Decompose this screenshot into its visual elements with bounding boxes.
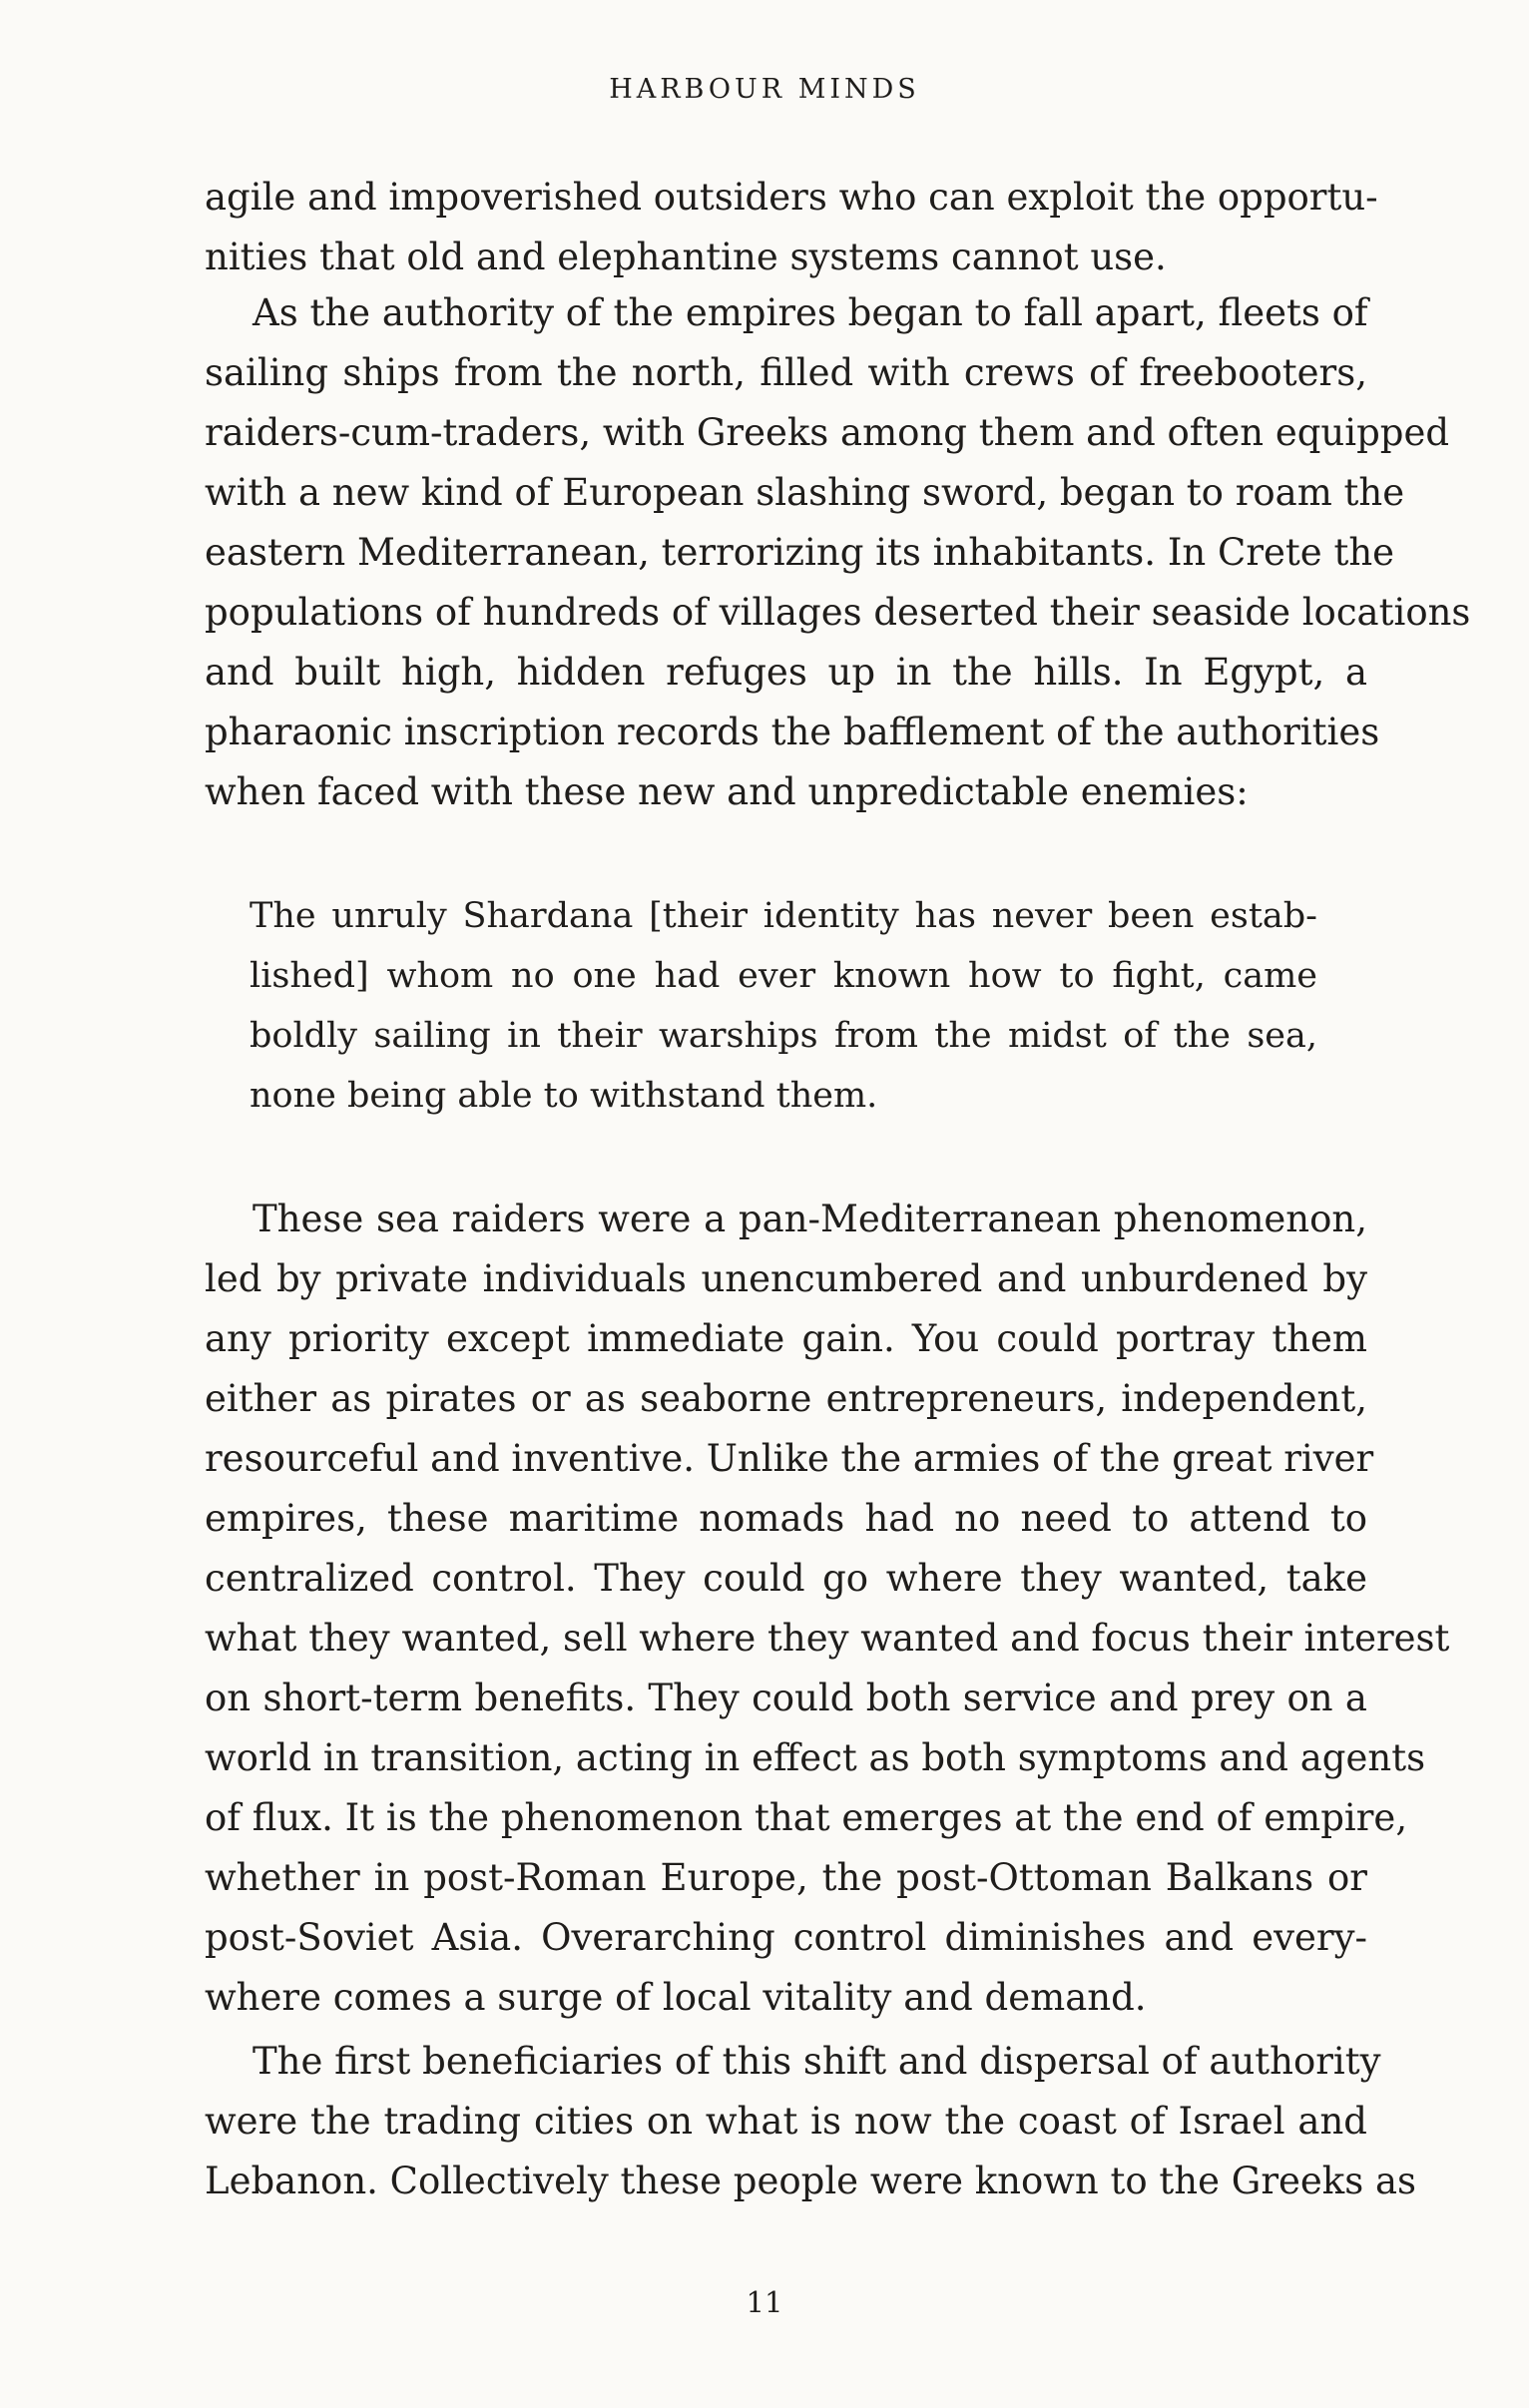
text-line: sailing ships from the north, filled with crews of freebooters, <box>205 351 1367 394</box>
text-line: on short-term benefits. They could both service and prey on a <box>205 1677 1367 1719</box>
text-line: nities that old and elephantine systems cannot use. <box>205 236 1167 278</box>
quote-line: boldly sailing in their warships from the midst of the sea, <box>250 1016 1317 1056</box>
text-line: eastern Mediterranean, terrorizing its inhabitants. In Crete the <box>205 531 1395 574</box>
quote-line: none being able to withstand them. <box>250 1076 878 1116</box>
text-line: any priority except immediate gain. You could portray them <box>205 1317 1367 1360</box>
text-line: where comes a surge of local vitality and demand. <box>205 1976 1147 2019</box>
text-line: when faced with these new and unpredictable enemies: <box>205 770 1249 813</box>
paragraph-2 <box>205 283 1471 822</box>
text-line: either as pirates or as seaborne entrepreneurs, independent, <box>205 1377 1367 1420</box>
text-line: raiders-cum-traders, with Greeks among them and often equipped <box>205 411 1450 454</box>
text-line: The first beneficiaries of this shift and dispersal of authority <box>253 2040 1381 2083</box>
quote-line: lished] whom no one had ever known how to fight, came <box>250 956 1317 996</box>
text-line: Lebanon. Collectively these people were known to the Greeks as <box>205 2160 1417 2202</box>
text-line: whether in post-Roman Europe, the post-Ottoman Balkans or <box>205 1856 1367 1899</box>
text-line: populations of hundreds of villages deserted their seaside locations <box>205 591 1471 634</box>
block-quote <box>250 886 1317 1126</box>
text-line: pharaonic inscription records the bafflement of the authorities <box>205 711 1380 753</box>
text-line: and built high, hidden refuges up in the hills. In Egypt, a <box>205 651 1367 694</box>
paragraph-4 <box>205 2032 1417 2211</box>
text-line: agile and impoverished outsiders who can exploit the opportu- <box>205 176 1378 219</box>
quote-line: The unruly Shardana [their identity has never been estab- <box>250 896 1317 936</box>
text-line: centralized control. They could go where they wanted, take <box>205 1557 1367 1600</box>
text-line: led by private individuals unencumbered and unburdened by <box>205 1257 1367 1300</box>
text-line: of flux. It is the phenomenon that emerges at the end of empire, <box>205 1796 1408 1839</box>
text-line: As the authority of the empires began to fall apart, fleets of <box>253 291 1368 334</box>
text-line: with a new kind of European slashing sword, began to roam the <box>205 471 1405 514</box>
text-line: what they wanted, sell where they wanted and focus their interest <box>205 1617 1450 1660</box>
text-line: These sea raiders were a pan-Mediterranean phenomenon, <box>253 1198 1367 1240</box>
text-line: world in transition, acting in effect as both symptoms and agents <box>205 1736 1426 1779</box>
text-line: were the trading cities on what is now the coast of Israel and <box>205 2100 1367 2143</box>
paragraph-3 <box>205 1190 1450 2028</box>
text-line: resourceful and inventive. Unlike the armies of the great river <box>205 1437 1374 1480</box>
text-line: empires, these maritime nomads had no need to attend to <box>205 1497 1367 1540</box>
text-line: post-Soviet Asia. Overarching control diminishes and every- <box>205 1916 1367 1959</box>
page-number: 11 <box>746 2285 783 2319</box>
paragraph-1 <box>205 168 1378 287</box>
running-head: HARBOUR MINDS <box>609 74 920 105</box>
